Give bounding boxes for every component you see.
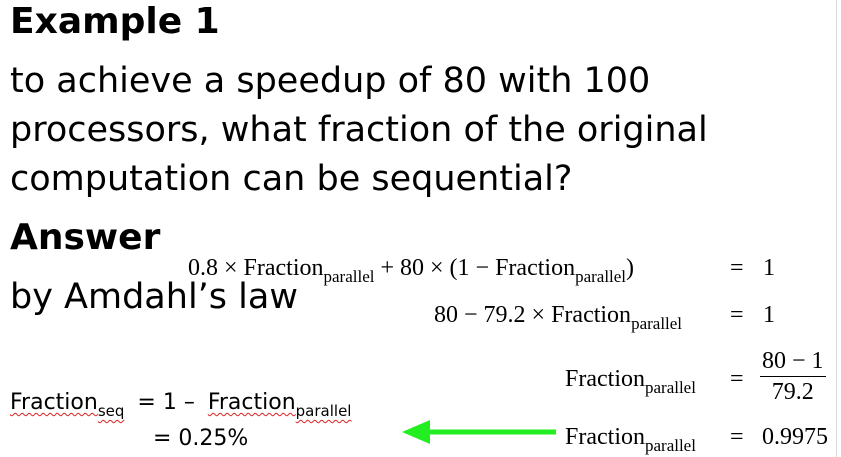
slide-title: Example 1 [10,1,220,42]
seq-result: = 0.25% [153,426,249,451]
equation-3 [565,366,696,397]
question-line-1: to achieve a speedup of 80 with 100 [10,61,651,101]
eq1-rhs: 1 [763,255,775,281]
seq-lhs: Fraction [10,390,98,415]
question-line-2: processors, what fraction of the original [10,110,708,150]
eq3-denominator: 79.2 [771,379,814,405]
seq-rhs-sub: parallel [295,402,352,420]
seq-lhs-sub: seq [97,402,125,420]
eq1-term-b: + 80 × (1 − Fraction [374,255,576,281]
eq3-sub: parallel [644,378,696,397]
eq3-lhs: Fraction [565,366,645,392]
eq3-numerator: 80 − 1 [760,349,826,377]
left-arrow-icon [400,419,560,445]
eq4-equals: = [730,424,744,450]
eq2-lhs: 80 − 79.2 × Fraction [434,302,632,328]
eq2-equals: = [730,302,744,328]
equation-4 [565,424,696,455]
amdahl-law-text: by Amdahl’s law [10,277,298,317]
arrow-head [402,420,430,444]
seq-rhs: Fraction [207,390,296,415]
seq-formula-line-1 [10,390,352,420]
answer-heading: Answer [10,217,161,258]
eq4-rhs: 0.9975 [762,424,828,450]
eq1-term-a: 0.8 × Fraction [188,255,324,281]
eq4-sub: parallel [644,436,696,455]
eq3-equals: = [730,366,744,392]
eq2-rhs: 1 [763,302,775,328]
slide-right-border [836,0,837,457]
question-line-3: computation can be sequential? [10,159,573,199]
eq1-sub-b: parallel [575,267,627,286]
equation-2 [434,302,683,333]
eq1-equals: = [730,255,744,281]
eq1-sub-a: parallel [323,267,375,286]
seq-op: = 1 – [137,390,195,415]
equation-1 [188,255,635,286]
eq3-fraction [760,349,826,404]
eq2-sub: parallel [631,314,683,333]
eq4-lhs: Fraction [565,424,645,450]
eq1-term-c: ) [626,255,635,281]
